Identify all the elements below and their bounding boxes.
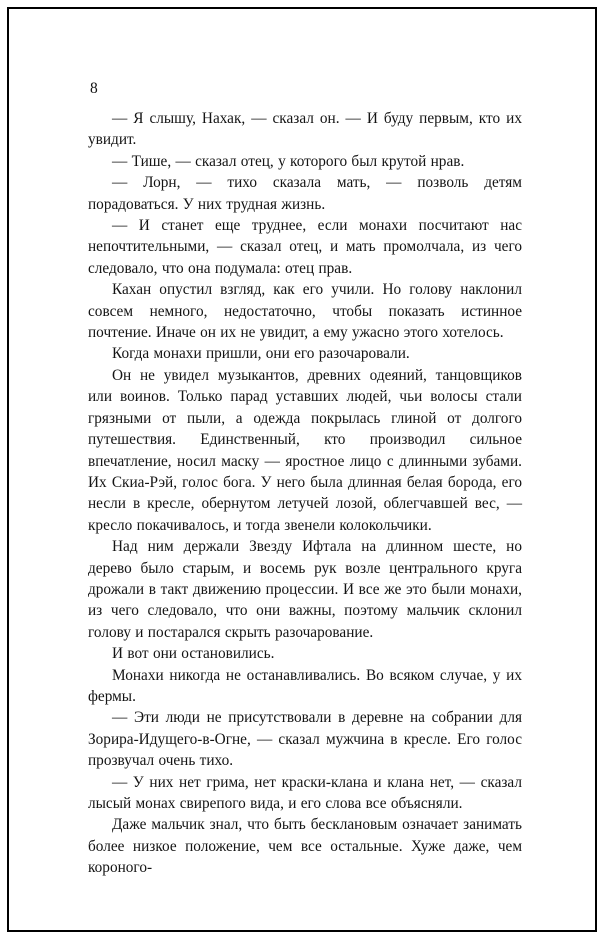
paragraph: — Тише, — сказал отец, у которого был крутой нрав. — [112, 152, 465, 170]
paragraph: — Эти люди не присутствовали в деревне на собрании для Зорира-Идущего-в-Огне, — сказал мужчина в кресле. Его голос прозвучал очень тихо. — [88, 709, 522, 770]
paragraph: Даже мальчик знал, что быть бесклановым означает занимать более низкое положение, чем все остальные. Хуже даже, чем короного- — [88, 816, 522, 877]
paragraph: Когда монахи пришли, они его разочаровали. — [112, 345, 410, 363]
paragraph: И вот они остановились. — [112, 645, 275, 663]
page-number: 8 — [90, 80, 98, 97]
paragraph: Монахи никогда не останавливались. Во всяком случае, у их фермы. — [88, 666, 522, 705]
paragraph: — Лорн, — тихо сказала мать, — позволь детям порадоваться. У них трудная жизнь. — [88, 174, 522, 213]
paragraph: Кахан опустил взгляд, как его учили. Но голову наклонил совсем немного, недостаточно, чтобы показать истинное почтение. Иначе он их не увидит, а ему ужасно этого хотелось. — [88, 281, 522, 342]
book-page — [88, 78, 522, 879]
paragraph: — И станет еще труднее, если монахи посчитают нас непочтительными, — сказал отец, и мать промолчала, из чего следовало, что она подумала: отец прав. — [88, 217, 522, 277]
paragraph: — Я слышу, Нахак, — сказал он. — И буду первым, кто их увидит. — [88, 110, 522, 149]
paragraph: Он не увидел музыкантов, древних одеяний, танцовщиков или воинов. Только парад уставших людей, чьи волосы стали грязными от пыли, а одежда покрылась глиной от долгого путешествия. Единственный, кто производил сильное впечатление, носил маску — яростное лицо с длинными зубами. Их Скиа-Рэй, голос бога. У него была длинная белая борода, его несли в кресле, обернутом летучей лозой, облегчавшей вес, — кресло покачивалось, и тогда звенели колокольчики. — [88, 366, 522, 534]
paragraph: Над ним держали Звезду Ифтала на длинном шесте, но дерево было старым, и восемь рук возле центрального круга дрожали в такт движению процессии. И все же это были монахи, из чего следовало, что они важны, поэтому мальчик склонил голову и постарался скрыть разочарование. — [88, 538, 522, 641]
text-block — [88, 108, 522, 879]
paragraph: — У них нет грима, нет краски-клана и клана нет, — сказал лысый монах свирепого вида, и его слова все объясняли. — [88, 773, 522, 812]
